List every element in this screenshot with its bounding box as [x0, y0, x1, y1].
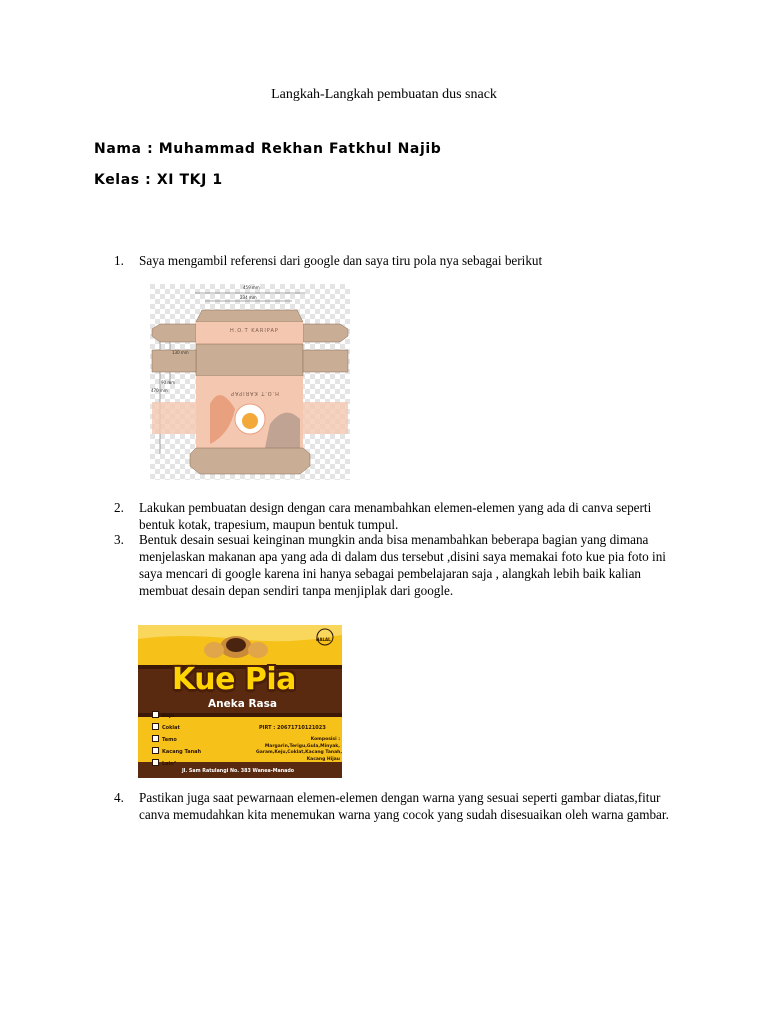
flavor-label: Temo [162, 737, 177, 743]
composition-title: Komposisi : [310, 737, 340, 742]
box-brand-bottom: H.O.T KARIPAP [230, 390, 279, 396]
step-number: 1. [114, 253, 124, 268]
student-class: Kelas : XI TKJ 1 [94, 172, 223, 188]
dim-mid-label: 90 mm [161, 380, 176, 385]
student-name: Nama : Muhammad Rekhan Fatkhul Najib [94, 141, 442, 157]
checkbox-icon [152, 723, 159, 730]
flavor-item [152, 735, 177, 743]
label-subtitle: Aneka Rasa [208, 698, 277, 710]
label-product-name: Kue Pia [172, 662, 296, 697]
composition-line: Garam,Keju,Coklat,Kacang Tanah, [256, 750, 342, 755]
halal-badge: HALAL [316, 637, 331, 642]
composition-line: Margarin,Terigu,Gula,Minyak, [264, 743, 340, 749]
flavor-label: Kacang Tanah [162, 749, 202, 755]
composition-block [256, 737, 340, 763]
step-1 [114, 252, 684, 269]
checkbox-icon [152, 747, 159, 754]
pirt-number: PIRT : 2067171012102З [259, 725, 326, 731]
step-text: Lakukan pembuatan design dengan cara menambahkan elemen-elemen yang ada di canva seperti bentuk kotak, trapesium, maupun bentuk tumpul. [139, 500, 652, 532]
checkbox-icon [152, 735, 159, 742]
step-4 [114, 789, 684, 823]
step-text: Bentuk desain sesuai keinginan mungkin anda bisa menambahkan beberapa bagian yang dimana menjelaskan makanan apa yang ada di dalam dus tersebut ,disini saya memakai foto kue pia foto ini saya mencari di google karena ini hanya sebagai pembelajaran saja , alangkah lebih baik kalian membuat desain depan sendiri tanpa menjiplak dari google. [139, 532, 666, 598]
step-text: Saya mengambil referensi dari google dan saya tiru pola nya sebagai berikut [139, 253, 543, 268]
dim-top-label: 459 mm [243, 285, 260, 290]
flavor-item [152, 723, 180, 731]
flavor-label: Lain² [162, 761, 177, 767]
box-template-drawing [150, 284, 350, 480]
flavor-label: Coklat [162, 725, 180, 731]
composition-line: Kacang Hijau [306, 756, 340, 762]
step-text: Pastikan juga saat pewarnaan elemen-elemen dengan warna yang sesuai seperti gambar diatas,fitur canva memudahkan kita menemukan warna yang cocok yang sudah disesuaikan oleh warna gambar. [139, 790, 669, 822]
label-address: Jl. Sam Ratulangi No. 383 Wanea-Manado [182, 769, 295, 774]
step-number: 3. [114, 532, 124, 547]
dim-left-label: 470 mm [151, 388, 168, 393]
dim-inner-label: 234 mm [240, 295, 257, 300]
step-3 [114, 531, 684, 599]
flavor-item [152, 759, 176, 767]
checkbox-icon [152, 759, 159, 766]
kue-pia-label-image [138, 625, 342, 778]
flavor-label: Keju [162, 713, 175, 719]
flavor-item [152, 711, 174, 719]
box-template-image [150, 284, 350, 480]
step-2 [114, 499, 684, 533]
document-title: Langkah-Langkah pembuatan dus snack [271, 87, 497, 102]
dim-side-label: 130 mm [172, 350, 189, 355]
box-brand-top: H.O.T KARIPAP [230, 328, 279, 334]
step-number: 2. [114, 500, 124, 515]
checkbox-icon [152, 711, 159, 718]
flavor-item [152, 747, 201, 755]
step-number: 4. [114, 790, 124, 805]
